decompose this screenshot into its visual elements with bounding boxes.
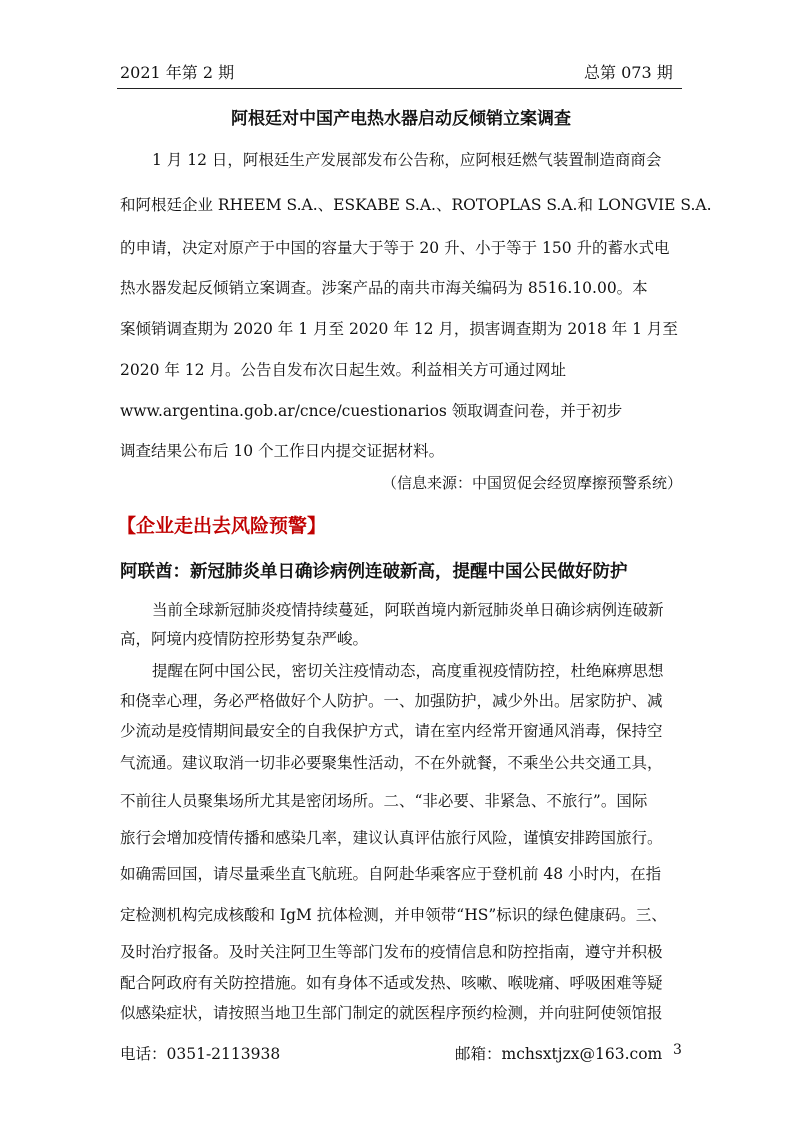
article-line: 2020 年 12 月。公告自发布次日起生效。利益相关方可通过网址 [120, 361, 566, 379]
footer-phone: 电话：0351-2113938 [120, 1045, 281, 1063]
section-heading-risk-warning: 【企业走出去风险预警】 [117, 515, 327, 537]
article-line: 如确需回国，请尽量乘坐直飞航班。自阿赴华乘客应于登机前 48 小时内，在指 [120, 865, 662, 883]
article-line: 的申请，决定对原产于中国的容量大于等于 20 升、小于等于 150 升的蓄水式电 [120, 239, 670, 257]
article-line: 定检测机构完成核酸和 IgM 抗体检测，并申领带“HS”标识的绿色健康码。三、 [120, 906, 667, 924]
header-rule [117, 88, 682, 89]
article-line: www.argentina.gob.ar/cnce/cuestionarios 领取调查问卷，并于初步 [120, 402, 623, 420]
article-line: 高，阿境内疫情防控形势复杂严峻。 [120, 630, 369, 648]
article-line: 配合阿政府有关防控措施。如有身体不适或发热、咳嗽、喉咙痛、呼吸困难等疑 [120, 974, 663, 992]
article-line: 调查结果公布后 10 个工作日内提交证据材料。 [120, 442, 445, 460]
article-line: 当前全球新冠肺炎疫情持续蔓延，阿联酋境内新冠肺炎单日确诊病例连破新 [152, 601, 664, 619]
article-line: 和阿根廷企业 RHEEM S.A.、ESKABE S.A.、ROTOPLAS S.A.和 LONGVIE S.A. [120, 196, 712, 214]
footer-email: 邮箱：mchsxtjzx@163.com [455, 1045, 663, 1063]
article-line: 及时治疗报备。及时关注阿卫生等部门发布的疫情信息和防控指南，遵守并积极 [120, 943, 663, 961]
header-issue: 2021 年第 2 期 [120, 63, 235, 82]
article-line: 似感染症状，请按照当地卫生部门制定的就医程序预约检测，并向驻阿使领馆报 [120, 1004, 663, 1022]
article-line: 少流动是疫情期间最安全的自我保护方式，请在室内经常开窗通风消毒，保持空 [120, 722, 663, 740]
article-line: 热水器发起反倾销立案调查。涉案产品的南共市海关编码为 8516.10.00。本 [120, 279, 648, 297]
article-line: 和侥幸心理，务必严格做好个人防护。一、加强防护，减少外出。居家防护、减 [120, 692, 663, 710]
header-total-issue: 总第 073 期 [584, 63, 673, 82]
article-line: 1 月 12 日，阿根廷生产发展部发布公告称，应阿根廷燃气装置制造商商会 [152, 151, 662, 169]
page-number: 3 [673, 1042, 682, 1058]
article-line: 气流通。建议取消一切非必要聚集性活动，不在外就餐，不乘坐公共交通工具， [120, 754, 663, 772]
info-source: （信息来源：中国贸促会经贸摩擦预警系统） [381, 474, 682, 492]
article-line: 提醒在阿中国公民，密切关注疫情动态，高度重视疫情防控，杜绝麻痹思想 [152, 662, 664, 680]
article-title-uae: 阿联酋：新冠肺炎单日确诊病例连破新高，提醒中国公民做好防护 [120, 562, 628, 582]
article-line: 旅行会增加疫情传播和感染几率，建议认真评估旅行风险，谨慎安排跨国旅行。 [120, 829, 663, 847]
article-line: 案倾销调查期为 2020 年 1 月至 2020 年 12 月，损害调查期为 2018 年 1 月至 [120, 320, 678, 338]
article-line: 不前往人员聚集场所尤其是密闭场所。二、“非必要、非紧急、不旅行”。国际 [120, 792, 648, 810]
article-title-heater: 阿根廷对中国产电热水器启动反倾销立案调查 [231, 109, 571, 129]
